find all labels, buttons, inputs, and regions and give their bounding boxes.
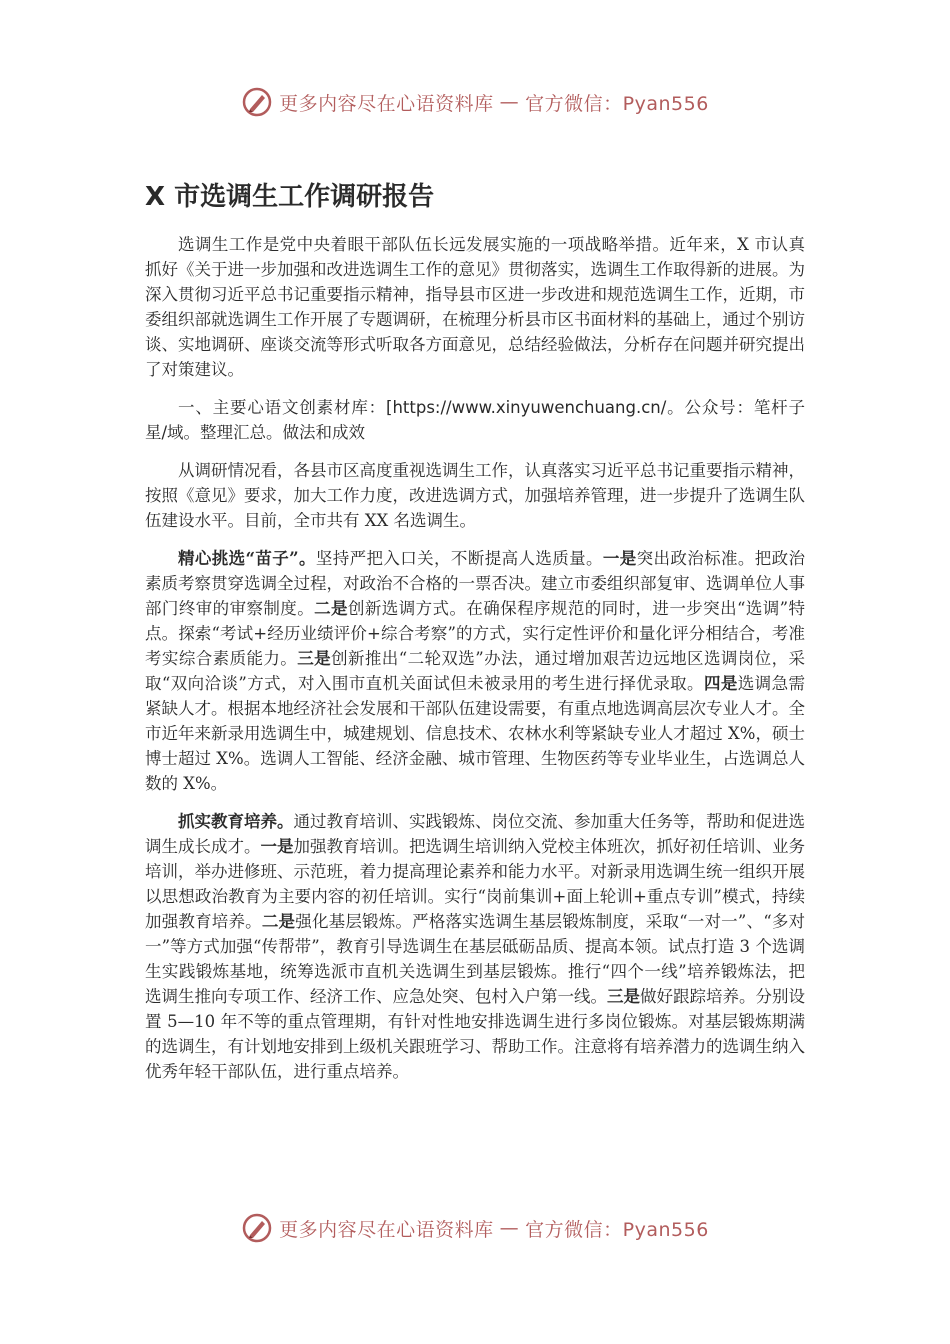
- banner-dash: —: [499, 91, 520, 113]
- training-text-1: 通过教育培训、实践锻炼、岗位交流、参加重大任务等，帮助和促进选调生成长成才。: [145, 812, 805, 856]
- banner-text: 更多内容尽在心语资料库: [279, 92, 494, 115]
- footer-banner: [0, 1212, 950, 1244]
- selection-paragraph: [145, 546, 805, 796]
- report-title: X 市选调生工作调研报告: [145, 182, 435, 212]
- overview-paragraph: 从调研情况看，各县市区高度重视选调生工作，认真落实习近平总书记重要指示精神，按照《意见》要求，加大工作力度，改进选调方式，加强培养管理，进一步提升了选调生队伍建设水平。目前，全市共有 XX 名选调生。: [145, 461, 805, 530]
- pen-circle-logo-icon: [241, 1212, 273, 1244]
- selection-point-4: 四是: [703, 674, 738, 693]
- banner-official: 官方微信：Pyan556: [525, 92, 709, 115]
- intro-paragraph: 选调生工作是党中央着眼干部队伍长远发展实施的一项战略举措。近年来，X 市认真抓好《关于进一步加强和改进选调生工作的意见》贯彻落实，选调生工作取得新的进展。为深入贯彻习近平总书记重要指示精神，指导县市区进一步改进和规范选调生工作，近期，市委组织部就选调生工作开展了专题调研，在梳理分析县市区书面材料的基础上，通过个别访谈、实地调研、座谈交流等形式听取各方面意见，总结经验做法，分析存在问题并研究提出了对策建议。: [145, 235, 805, 379]
- training-text-4: 做好跟踪培养。分别设置 5—10 年不等的重点管理期，有针对性地安排选调生进行多岗位锻炼。对基层锻炼期满的选调生，有计划地安排到上级机关跟班学习、帮助工作。注意将有培养潜力的选调生纳入优秀年轻干部队伍，进行重点培养。: [145, 987, 805, 1081]
- training-point-1: 一是: [260, 837, 294, 856]
- banner-text: 更多内容尽在心语资料库: [279, 1218, 494, 1241]
- selection-point-2: 二是: [314, 599, 348, 618]
- selection-text-2: 突出政治标准。把政治素质考察贯穿选调全过程，对政治不合格的一票否决。建立市委组织部复审、选调单位人事部门终审的审察制度。: [145, 549, 806, 618]
- banner-dash: —: [499, 1217, 520, 1239]
- selection-text-3: 创新选调方式。在确保程序规范的同时，进一步突出“选调”特点。探索“考试+经历业绩评价+综合考察”的方式，实行定性评价和量化评分相结合，考准考实综合素质能力。: [145, 599, 806, 668]
- training-point-2: 二是: [261, 912, 296, 931]
- selection-text-5: 选调急需紧缺人才。根据本地经济社会发展和干部队伍建设需要，有重点地选调高层次专业人才。全市近年来新录用选调生中，城建规划、信息技术、农林水利等紧缺专业人才超过 X%，硕士博士超过 X%。选调人工智能、经济金融、城市管理、生物医药等专业毕业生，占选调总人数的 X%。: [145, 674, 806, 793]
- banner-official: 官方微信：Pyan556: [525, 1218, 709, 1241]
- selection-point-1: 一是: [602, 549, 637, 568]
- header-banner: [0, 86, 950, 118]
- selection-point-3: 三是: [297, 649, 332, 668]
- training-paragraph: [145, 809, 805, 1084]
- training-text-3: 强化基层锻炼。严格落实选调生基层锻炼制度，采取“一对一”、“多对一”等方式加强“传帮带”，教育引导选调生在基层砥砺品质、提高本领。试点打造 3 个选调生实践锻炼基地，统筹选派市直机关选调生到基层锻炼。推行“四个一线”培养锻炼法，把选调生推向专项工作、经济工作、应急处突、包村入户第一线。: [145, 912, 806, 1006]
- selection-text-4: 创新推出“二轮双选”办法，通过增加艰苦边远地区选调岗位，采取“双向洽谈”方式，对入围市直机关面试但未被录用的考生进行择优录取。: [145, 649, 806, 693]
- report-body: [145, 232, 805, 1084]
- pen-circle-logo-icon: [241, 86, 273, 118]
- section-heading: 一、主要心语文创素材库：[https://www.xinyuwenchuang.cn/。公众号：笔杆子星/域。整理汇总。做法和成效: [145, 398, 805, 442]
- selection-text-1: 坚持严把入口关，不断提高人选质量。: [315, 549, 603, 568]
- training-point-3: 三是: [607, 987, 640, 1006]
- training-lead: 抓实教育培养。: [178, 812, 294, 831]
- training-text-2: 加强教育培训。把选调生培训纳入党校主体班次，抓好初任培训、业务培训，举办进修班、示范班，着力提高理论素养和能力水平。对新录用选调生统一组织开展以思想政治教育为主要内容的初任培训。实行“岗前集训+面上轮训+重点专训”模式，持续加强教育培养。: [145, 837, 805, 931]
- selection-lead: 精心挑选“苗子”。: [178, 549, 316, 568]
